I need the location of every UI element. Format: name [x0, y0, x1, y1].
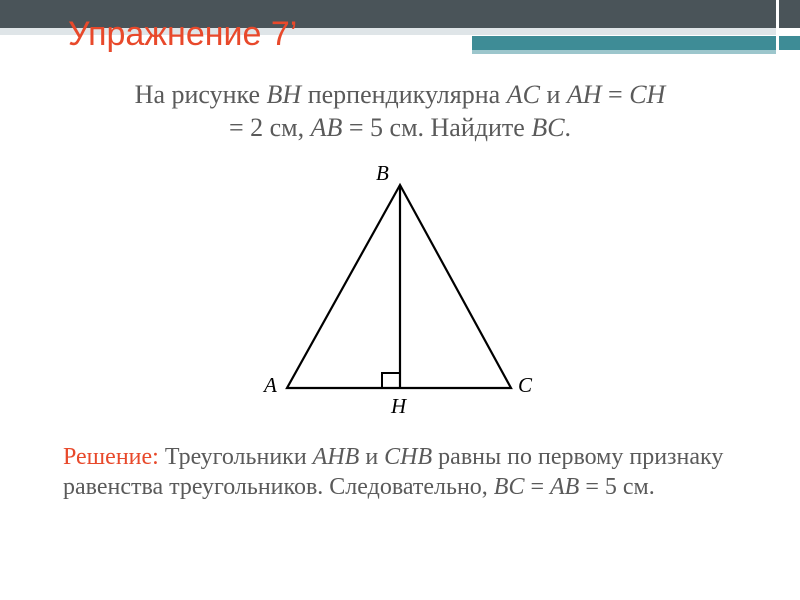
solution-text: [63, 442, 743, 502]
segment-ab: AB: [550, 474, 580, 500]
segment-ab: AB: [310, 113, 343, 142]
segment-ac: AC: [506, 80, 540, 109]
segment-ch: CH: [629, 80, 666, 109]
solution-part: = 5 см.: [579, 474, 655, 500]
solution-part: =: [524, 474, 550, 500]
problem-text: На рисунке: [134, 80, 267, 109]
problem-text: = 5 см. Найдите: [342, 113, 532, 142]
solution-label: Решение:: [63, 444, 165, 470]
problem-text: =: [601, 80, 630, 109]
triangle-ahb: AHB: [312, 444, 360, 470]
solution-part: равны по первому признаку равенства треугольников. Следовательно,: [63, 444, 724, 500]
triangle-chb: CHB: [384, 444, 433, 470]
solution-part: и: [359, 444, 385, 470]
slide-title: Упражнение 7’: [68, 15, 298, 53]
segment-bc: BC: [493, 474, 525, 500]
problem-text: = 2 см,: [228, 113, 311, 142]
right-angle-mark: [382, 373, 400, 388]
problem-text: .: [564, 113, 572, 142]
problem-text: и: [539, 80, 567, 109]
vertex-label-c: C: [518, 373, 533, 397]
segment-bh: BH: [266, 80, 302, 109]
vertex-label-b: B: [376, 161, 389, 185]
point-label-h: H: [391, 394, 407, 418]
vertex-label-a: A: [264, 373, 277, 397]
problem-text: перпендикулярна: [301, 80, 507, 109]
segment-bc: BC: [531, 113, 565, 142]
segment-ah: AH: [566, 80, 602, 109]
solution-part: Треугольники: [164, 444, 313, 470]
